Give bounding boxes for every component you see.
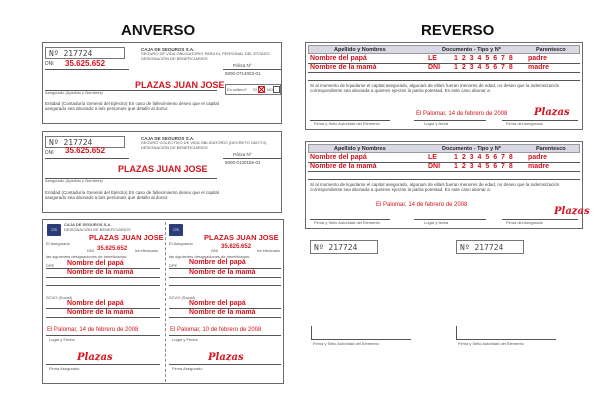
asegurado-label-left: El Asegurado [46,241,70,246]
card2-body: Entidad (Contaduría General del Ejército) En caso de fallecimiento deseo que el capital asegurado sea abonado a la/s persona/s que detallo al dorso: [45,190,219,201]
signature-right: Plazas [208,352,244,363]
lugar-fecha: Lugar y fecha [424,220,449,225]
back-signature: Plazas [554,206,590,217]
dni-left: 35.625.652 [97,246,128,252]
row1-name: Nombre del papá [310,154,367,161]
back-number-box-right [456,240,524,254]
stub-name-left: PLAZAS JUAN JOSE [89,233,164,242]
insured-label: Asegurado (Apellido y Nombres) [45,178,103,183]
scvo-father-right: Nombre del papá [189,300,246,307]
soltero-label: Es soltero? [227,87,248,92]
si-label: SI [253,87,257,92]
dni-label: DNI [45,150,54,156]
front-card-3 [42,219,284,384]
back-firma-sello-right: Firma y Sello Autoridad del Elemento [458,341,524,346]
no-checkbox[interactable] [273,86,280,93]
row1-rel: padre [528,154,548,161]
row1-rel: padre [528,55,548,62]
policy-number-box [45,47,125,59]
dpe-label-left: DPE [46,263,55,268]
insured-name: PLAZAS JUAN JOSE [135,80,225,90]
row1-name: Nombre del papá [310,55,367,62]
firma-sello: Firma y Sello Autoridad del Elemento [314,121,380,126]
row1-doc: 1 2 3 4 5 6 7 8 [454,55,514,62]
place-date-right: El Palomar, 10 de febrero de 2008 [170,327,262,333]
caja-logo: CS [47,224,61,236]
dpe-father-left: Nombre del papá [67,260,124,267]
card2-header [141,136,281,151]
dpe-mother-left: Nombre de la mamá [67,269,134,276]
back-signature: Plazas [534,107,570,118]
card1-subtitle: SEGURO DE VIDA OBLIGATORIO PARA EL PERSONAL DEL ESTADO DESIGNACIÓN DE BENEFICIARIOS [141,51,270,62]
row2-doc-type: DNI [428,163,441,170]
firma-aseg: Firma del Asegurado [506,220,543,225]
minors-text: Si al momento de liquidarse el capital asegurado, alguna/s de ella/s fueran menores de edad, no deseo que la indemnización correspondiente sea abonada a quienes ejerzan la patria potestad. En este caso abonar a: [310,83,560,94]
front-header: ANVERSO [121,22,196,39]
row2-name: Nombre de la mamá [310,64,377,71]
stub-subtitle: DESIGNACIÓN DE BENEFICIARIOS [64,227,131,232]
dni-value: 35.625.652 [65,59,106,68]
back-place-date: El Palomar, 14 de febrero de 2008 [416,111,508,117]
efectuado-left: ha efectuado [135,248,159,253]
dpe-mother-right: Nombre de la mamá [189,269,256,276]
policy-number: Nº 217724 [460,243,504,252]
front-card-1 [42,42,282,124]
firma-sello: Firma y Sello Autoridad del Elemento [314,220,380,225]
dpe-label-right: DPE [169,263,178,268]
soltero-box [225,84,281,95]
dni-label-right: DNI [211,248,218,253]
insured-name: PLAZAS JUAN JOSE [118,164,208,174]
col-name: Apellido y Nombres [334,146,386,152]
si-checkbox[interactable] [258,86,265,93]
col-doc: Documento - Tipo y Nº [442,146,501,152]
minors-text: Si al momento de liquidarse el capital asegurado, alguna/s de ella/s fueran menores de edad, no deseo que la indemnización correspondiente sea abonada a quienes ejerzan la patria potestad. En este caso abonar a: [310,182,560,193]
col-rel: Parentesco [536,146,566,152]
stub-insurer: CAJA DE SEGUROS S.A. [64,222,112,227]
dni-right: 35.625.652 [221,244,252,250]
front-card-2 [42,131,282,213]
row1-doc-type: LE [428,55,437,62]
row1-doc: 1 2 3 4 5 6 7 8 [454,154,514,161]
dni-label-left: DNI [87,248,94,253]
back-header: REVERSO [421,22,495,39]
row2-doc-type: DNI [428,64,441,71]
col-rel: Parentesco [536,47,566,53]
insurer-name: CAJA DE SEGUROS S.A. [141,136,195,141]
asegurado-label-right: El Asegurado [169,241,193,246]
card1-header [141,47,281,62]
policy-number: Nº 217724 [49,49,93,58]
col-name: Apellido y Nombres [334,47,386,53]
back-number-box-left [310,240,378,254]
back-card-2 [305,141,590,229]
lugar-fecha: Lugar y fecha [424,121,449,126]
stub-name-right: PLAZAS JUAN JOSE [204,233,279,242]
back-place-date: El Palomar, 14 de febrero de 2008 [376,202,468,208]
row2-doc: 1 2 3 4 5 6 7 8 [454,64,514,71]
poliza-number: 5000-0714003-01 [225,71,261,76]
poliza-label: Póliza Nº [233,63,252,68]
scvo-mother-left: Nombre de la mamá [67,309,134,316]
col-doc: Documento - Tipo y Nº [442,47,501,53]
dni-label: DNI [45,61,54,67]
row2-rel: madre [528,64,550,71]
policy-number: Nº 217724 [49,138,93,147]
scvo-father-left: Nombre del papá [67,300,124,307]
dpe-father-right: Nombre del papá [189,259,246,266]
no-label: NO [267,87,273,92]
firma-right: Firma Asegurado [172,366,203,371]
card2-subtitle: SEGURO COLECTIVO DE VIDA OBLIGATORIO (DECRETO 1567/74) DESIGNACIÓN DE BENEFICIARIOS [141,140,267,151]
poliza-label: Póliza Nº [233,152,252,157]
dni-value: 35.625.652 [65,146,106,155]
scvo-label-left: SCVO (Social) [46,295,73,300]
insurer-name: CAJA DE SEGUROS S.A. [141,47,195,52]
row2-name: Nombre de la mamá [310,163,377,170]
x-mark-icon [258,86,265,93]
poliza-number: 5000-0130165-01 [225,160,261,165]
place-date-left: El Palomar, 14 de febrero de 2008 [47,327,139,333]
back-firma-sello-left: Firma y Sello Autoridad del Elemento [313,341,379,346]
designaciones-left: las siguientes designaciones de beneficiarios: [46,254,128,259]
signature-left: Plazas [77,352,113,363]
row2-rel: madre [528,163,550,170]
lugar-fecha-right: Lugar y Fecha [172,337,198,342]
lugar-fecha-left: Lugar y Fecha [49,337,75,342]
back-card-1 [305,42,583,130]
insured-label: Asegurado (Apellido y Nombres) [45,90,103,95]
row2-doc: 1 2 3 4 5 6 7 8 [454,163,514,170]
policy-number: Nº 217724 [314,243,358,252]
efectuado-right: ha efectuado [257,248,281,253]
firma-left: Firma Asegurado [49,366,80,371]
card1-body: Entidad (Contaduría General del Ejército) En caso de fallecimiento deseo que el capital asegurado sea abonado a la/s persona/s que detallo al dorso: [45,101,219,112]
designaciones-right: las siguientes designaciones de beneficiarios: [169,254,251,259]
firma-aseg: Firma del Asegurado [506,121,543,126]
scvo-mother-right: Nombre de la mamá [189,309,256,316]
caja-logo: CS [169,224,183,236]
scvo-label-right: SCVO (Social) [169,295,196,300]
row1-doc-type: LE [428,154,437,161]
